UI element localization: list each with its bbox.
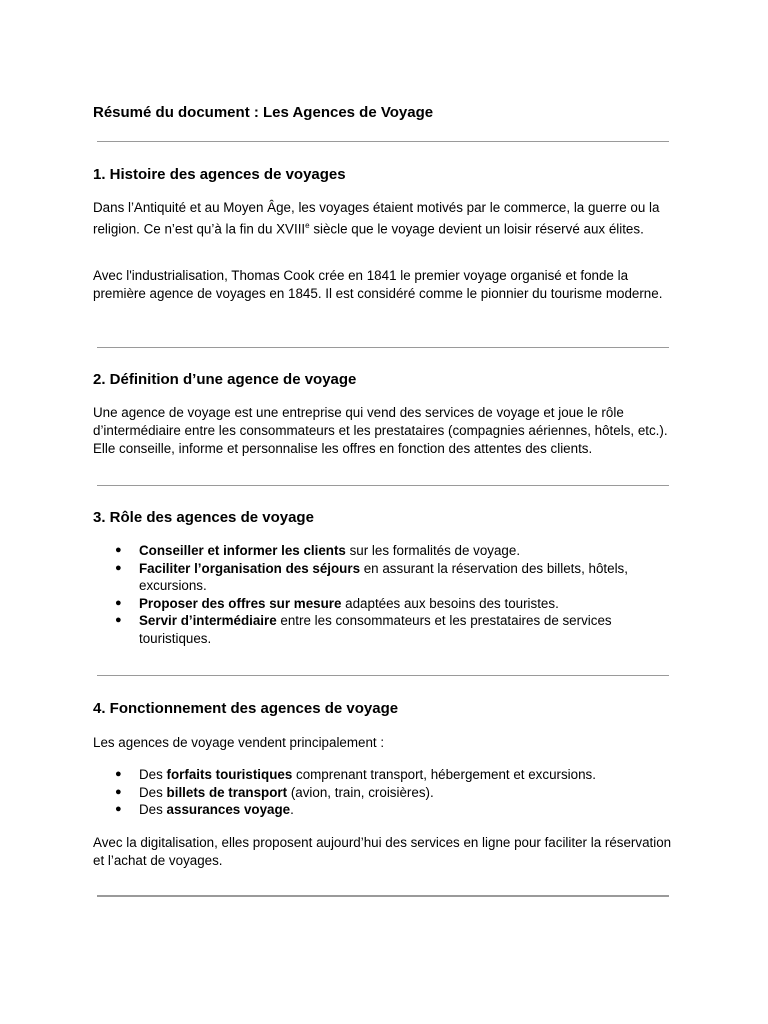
section-3-heading: 3. Rôle des agences de voyage	[93, 509, 314, 526]
list-item: ● Proposer des offres sur mesure adaptées aux besoins des touristes.	[115, 595, 559, 611]
divider	[97, 485, 669, 486]
list-item: ● Des billets de transport (avion, train, croisières).	[115, 784, 434, 800]
list-item: ● Des assurances voyage.	[115, 802, 294, 818]
list-item: ● Servir d’intermédiaire entre les consommateurs et les prestataires de services touristiques.	[115, 613, 612, 646]
bullet-icon: ●	[115, 768, 122, 780]
section-1-paragraph-1: Dans l’Antiquité et au Moyen Âge, les voyages étaient motivés par le commerce, la guerre ou la religion. Ce n’est qu’à la fin du XVIIIe siècle que le voyage devient un loisir réservé aux élites.	[93, 200, 660, 237]
section-4-outro: Avec la digitalisation, elles proposent aujourd’hui des services en ligne pour faciliter la réservation et l’achat de voyages.	[93, 835, 672, 868]
section-2-paragraph: Une agence de voyage est une entreprise qui vend des services de voyage et joue le rôle d’intermédiaire entre les consommateurs et les prestataires (compagnies aériennes, hôtels, etc.). Elle conseille, informe et personnalise les offres en fonction des attentes des clients.	[93, 405, 668, 456]
bullet-icon: ●	[115, 803, 122, 816]
list-item: ● Faciliter l’organisation des séjours en assurant la réservation des billets, hôtels, excursions.	[115, 560, 628, 594]
bullet-icon: ●	[115, 614, 122, 627]
section-1-heading: 1. Histoire des agences de voyages	[93, 166, 346, 183]
bullet-icon: ●	[115, 785, 122, 798]
list-item: ● Des forfaits touristiques comprenant transport, hébergement et excursions.	[115, 767, 596, 782]
sales-list	[93, 766, 678, 819]
bullet-icon: ●	[115, 544, 122, 556]
role-list	[93, 542, 678, 648]
section-4-intro: Les agences de voyage vendent principalement :	[93, 735, 385, 750]
divider	[97, 141, 669, 142]
section-4-heading: 4. Fonctionnement des agences de voyage	[93, 700, 399, 717]
list-item: ● Conseiller et informer les clients sur les formalités de voyage.	[115, 543, 521, 558]
divider	[97, 675, 669, 676]
divider	[97, 347, 669, 348]
bullet-icon: ●	[115, 596, 122, 609]
section-2-heading: 2. Définition d’une agence de voyage	[93, 371, 357, 388]
bullet-icon: ●	[115, 561, 122, 574]
document-title: Résumé du document : Les Agences de Voyage	[93, 104, 434, 121]
section-1-paragraph-2: Avec l'industrialisation, Thomas Cook crée en 1841 le premier voyage organisé et fonde la première agence de voyages en 1845. Il est considéré comme le pionnier du tourisme moderne.	[93, 268, 663, 301]
divider	[97, 895, 669, 897]
